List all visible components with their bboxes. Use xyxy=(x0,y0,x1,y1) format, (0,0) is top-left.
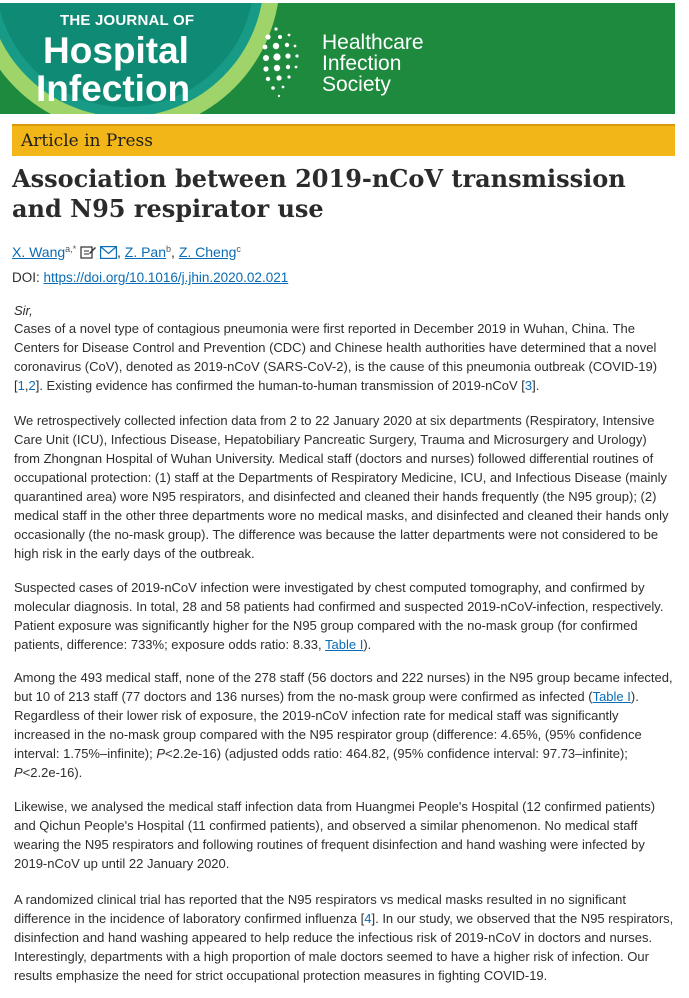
paragraph-4-text-4: <2.2e-16). xyxy=(22,765,83,780)
paragraph-5: Likewise, we analysed the medical staff infection data from Huangmei People's Hospital (12 confirmed patients) and Qichun People's Hospital (11 confirmed patients), and observed a similar phenomenon. No medical staff wearing the N95 respirators and following routines of frequent disinfection and hand washing were infected by 2019-nCoV up until 22 January 2020. xyxy=(14,799,656,871)
paragraph-1-text-3: ]. xyxy=(532,378,540,393)
salutation: Sir, xyxy=(14,303,33,318)
society-dots-icon xyxy=(262,25,312,95)
journal-name-line2: Infection xyxy=(36,68,191,109)
citation-separator: , xyxy=(24,378,29,393)
journal-name xyxy=(36,32,226,108)
paragraph-1-text: Cases of a novel type of contagious pneumonia were first reported in December 2019 in Wuhan, China. The Centers for Disease Control and Prevention (CDC) and Chinese health authorities have determined that a novel coronavirus (CoV), denoted as 2019-nCoV (SARS-CoV-2), is the cause of this pneumonia outbreak (COVID-19) [ xyxy=(14,321,658,393)
paragraph-6 xyxy=(14,890,674,985)
journal-prefix: THE JOURNAL OF xyxy=(60,12,195,29)
citation-link-3[interactable]: 3 xyxy=(524,378,533,393)
author-affiliation: c xyxy=(236,244,241,254)
author-affiliation: a, xyxy=(65,244,73,254)
paragraph-3-text: Suspected cases of 2019-nCoV infection were investigated by chest computed tomography, and confirmed by molecular diagnosis. In total, 28 and 58 patients had confirmed and suspected 2019-nCoV-infection, respectively. Patient exposure was significantly higher for the N95 group compared with the no-mask group (for confirmed patients, difference: 733%; exposure odds ratio: 8.33, xyxy=(14,580,664,652)
citation-link-1[interactable]: 1 xyxy=(17,378,25,393)
doi-label: DOI: xyxy=(12,270,40,285)
society-name xyxy=(322,32,424,95)
p-value-symbol: P xyxy=(156,746,166,761)
paragraph-4 xyxy=(14,668,674,782)
doi-line xyxy=(12,270,288,285)
journal-banner xyxy=(0,3,675,114)
author-link-wang[interactable]: X. Wang xyxy=(12,244,66,260)
table-link[interactable]: Table I xyxy=(325,637,364,652)
article-status-bar xyxy=(12,124,675,156)
paragraph-3 xyxy=(14,578,674,654)
society-line2: Infection xyxy=(322,52,402,75)
corresponding-author-mark: * xyxy=(72,244,77,254)
paragraph-6-text-2: ]. In our study, we observed that the N95 respirators, disinfection and hand washing appeared to help reduce the infectious risk of 2019-nCoV in doctors and nurses. Interestingly, departments with a high proportion of male doctors seemed to have a higher risk of infection. Our results emphasize the need for strict occupational protection measures in fighting COVID-19. xyxy=(14,911,674,983)
paragraph-6-text: A randomized clinical trial has reported that the N95 respirators vs medical masks resulted in no significant difference in the incidence of laboratory confirmed influenza [ xyxy=(14,892,627,926)
society-line1: Healthcare xyxy=(322,31,424,54)
author-list: X. Wang$^{a,*}$ , Z. Pan$^b$, Z. Cheng$^c$ xyxy=(12,244,241,260)
paragraph-4-text-2: ). Regardless of their lower risk of exposure, the 2019-nCoV infection rate for medical staff was significantly increased in the no-mask group compared with the N95 respirator group (difference: 4.65%, (95% confidence interval: 1.75%–infinite); xyxy=(14,689,642,761)
p-value-symbol: P xyxy=(14,765,23,780)
journal-name-line1: Hospital xyxy=(43,30,189,71)
paragraph-3-text-2: ). xyxy=(363,637,372,652)
paragraph-2: We retrospectively collected infection data from 2 to 22 January 2020 at six departments (Respiratory, Intensive Care Unit (ICU), Infectious Disease, Hepatobiliary Pancreatic Surgery, Trauma and Microsurgery and Urology) from Zhongnan Hospital of Wuhan University. Medical staff (doctors and nurses) followed differential routines of occupational protection: (1) staff at the Departments of Respiratory Medicine, ICU, and Infectious Disease (mainly quarantined area) wore N95 respirators, and disinfected and cleaned their hands frequently (the N95 group); (2) medical staff in the other three departments wore no medical masks, and disinfected and cleaned their hands only occasionally (the no-mask group). The difference was because the latter departments were not considered to be high risk in the early days of the outbreak. xyxy=(14,413,669,561)
table-link[interactable]: Table I xyxy=(592,689,631,704)
article-status-label: Article in Press xyxy=(21,131,153,151)
article-title: Association between 2019-nCoV transmission and N95 respirator use xyxy=(12,164,626,223)
paragraph-1 xyxy=(14,319,674,395)
author-link-pan[interactable]: Z. Pan xyxy=(124,244,167,260)
email-icon[interactable] xyxy=(100,246,117,262)
paragraph-4-text-3: <2.2e-16) (adjusted odds ratio: 464.82, (95% confidence interval: 97.73–infinite); xyxy=(165,746,628,761)
author-link-cheng[interactable]: Z. Cheng xyxy=(178,244,237,260)
paragraph-4-text: Among the 493 medical staff, none of the 278 staff (56 doctors and 222 nurses) in the N95 group became infected, but 10 of 213 staff (77 doctors and 136 nurses) from the no-mask group were confirmed as infected ( xyxy=(14,670,673,704)
citation-link-2[interactable]: 2 xyxy=(28,378,36,393)
author-affiliation: b xyxy=(166,244,172,254)
citation-link-4[interactable]: 4 xyxy=(364,911,372,926)
society-line3: Society xyxy=(322,73,391,96)
paragraph-1-text-2: ]. Existing evidence has confirmed the human-to-human transmission of 2019-nCoV [ xyxy=(35,378,525,393)
doi-link[interactable]: https://doi.org/10.1016/j.jhin.2020.02.021 xyxy=(43,270,289,285)
edit-icon[interactable] xyxy=(80,245,96,262)
